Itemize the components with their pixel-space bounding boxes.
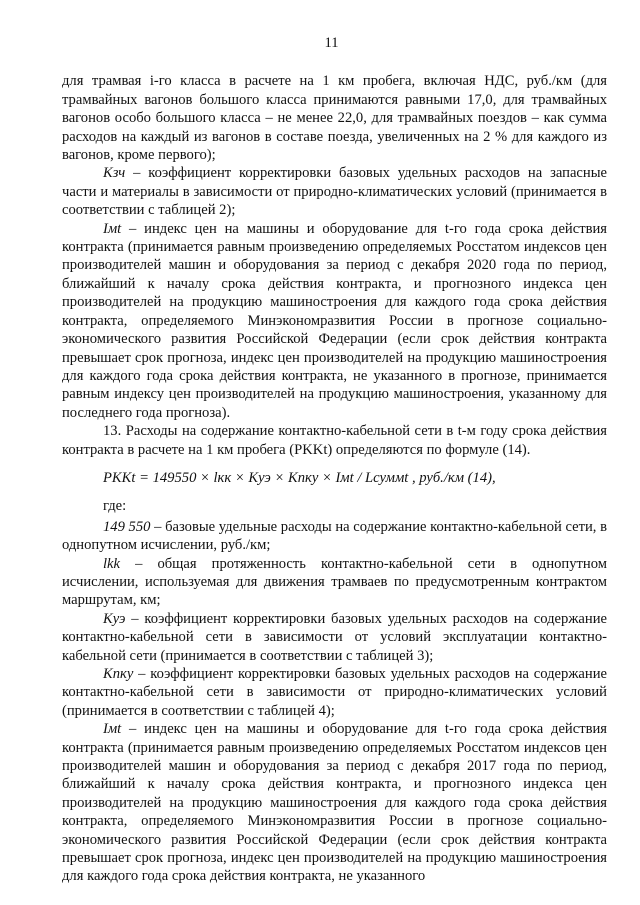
page-number: 11 <box>324 35 339 51</box>
paragraph-kzch <box>62 164 607 219</box>
symbol-imt: Iмt <box>103 220 122 237</box>
paragraph-text: для трамвая i-го класса в расчете на 1 км пробега, включая НДС, руб./км (для трамвайных вагонов большого класса принимаются равными 17,0, для трамвайных вагонов особо большого класса – не менее 22,0, для трамвайных поездов – как сумма расходов на каждый из вагонов в составе поезда, увеличенных на 2 % для каждого из вагонов, кроме первого); <box>62 73 607 164</box>
paragraph-text: – коэффициент корректировки базовых удельных расходов на запасные части и материалы в зависимости от природно-климатических условий (принимается в соответствии с таблицей 2); <box>62 165 607 219</box>
symbol-kue: Kуэ <box>103 610 126 627</box>
paragraph-imt-1 <box>62 220 607 422</box>
paragraph-text: – общая протяженность контактно-кабельной сети в однопутном исчислении, используемая для движения трамваев по предусмотренным контрактом маршрутам, км; <box>62 555 607 609</box>
symbol-kzch: Kзч <box>103 165 126 182</box>
paragraph-base-cost <box>62 518 607 555</box>
paragraph-text: – индекс цен на машины и оборудование для t-го года срока действия контракта (принимается равным произведению определяемых Росстатом индексов цен производителей машин и оборудования за период с декабря 2017 года по период, ближайший к началу срока действия контракта, и прогнозного индекса цен производителей на продукцию машиностроения для каждого года срока действия контракта, определяемого Минэкономразвития России в прогнозе социально-экономического развития Российской Федерации (если срок действия контракта превышает срок прогноза, индекс цен производителей на продукцию машиностроения для каждого года срока действия контракта, не указанного <box>62 721 607 885</box>
symbol-lkk: lkk <box>103 555 121 572</box>
where-label: где: <box>103 498 127 515</box>
paragraph-section-13 <box>62 422 607 459</box>
paragraph-text: – коэффициент корректировки базовых удельных расходов на содержание контактно-кабельной сети в зависимости от условий эксплуатации контактно-кабельной сети (принимается в соответствии с таблицей 3); <box>62 610 607 664</box>
paragraph-kpku <box>62 665 607 720</box>
paragraph-imt-2 <box>62 720 607 886</box>
paragraph-text: – индекс цен на машины и оборудование для t-го года срока действия контракта (принимается равным произведению определяемых Росстатом индексов цен производителей машин и оборудования за период с декабря 2020 года по период, ближайший к началу срока действия контракта, и прогнозного индекса цен производителей на продукцию машиностроения для каждого года срока действия контракта, определяемого Минэкономразвития России в прогнозе социально-экономического развития Российской Федерации (если срок действия контракта превышает срок прогноза, индекс цен производителей на продукцию машиностроения для каждого года срока действия контракта, не указанного в прогнозе, принимается равным индексу цен производителей на продукцию машиностроения, указанному для последнего года прогноза). <box>62 220 607 421</box>
paragraph-text: – базовые удельные расходы на содержание контактно-кабельной сети, в однопутном исчислении, руб./км; <box>62 518 607 554</box>
formula-14: PKKt = 149550 × lкк × Kуэ × Kпку × Iмt / Lсуммt , руб./км (14), <box>103 469 496 486</box>
paragraph-continuation <box>62 72 607 164</box>
paragraph-text: 13. Расходы на содержание контактно-кабельной сети в t-м году срока действия контракта в расчете на 1 км пробега (PKKt) определяются по формуле (14). <box>62 423 607 458</box>
symbol-imt: Iмt <box>103 721 122 738</box>
paragraph-kue <box>62 610 607 665</box>
symbol-base-cost: 149 550 <box>103 518 151 535</box>
paragraph-text: – коэффициент корректировки базовых удельных расходов на содержание контактно-кабельной сети в зависимости от природно-климатических условий (принимается в соответствии с таблицей 4); <box>62 666 607 719</box>
paragraph-lkk <box>62 555 607 610</box>
symbol-kpku: Kпку <box>103 666 134 682</box>
